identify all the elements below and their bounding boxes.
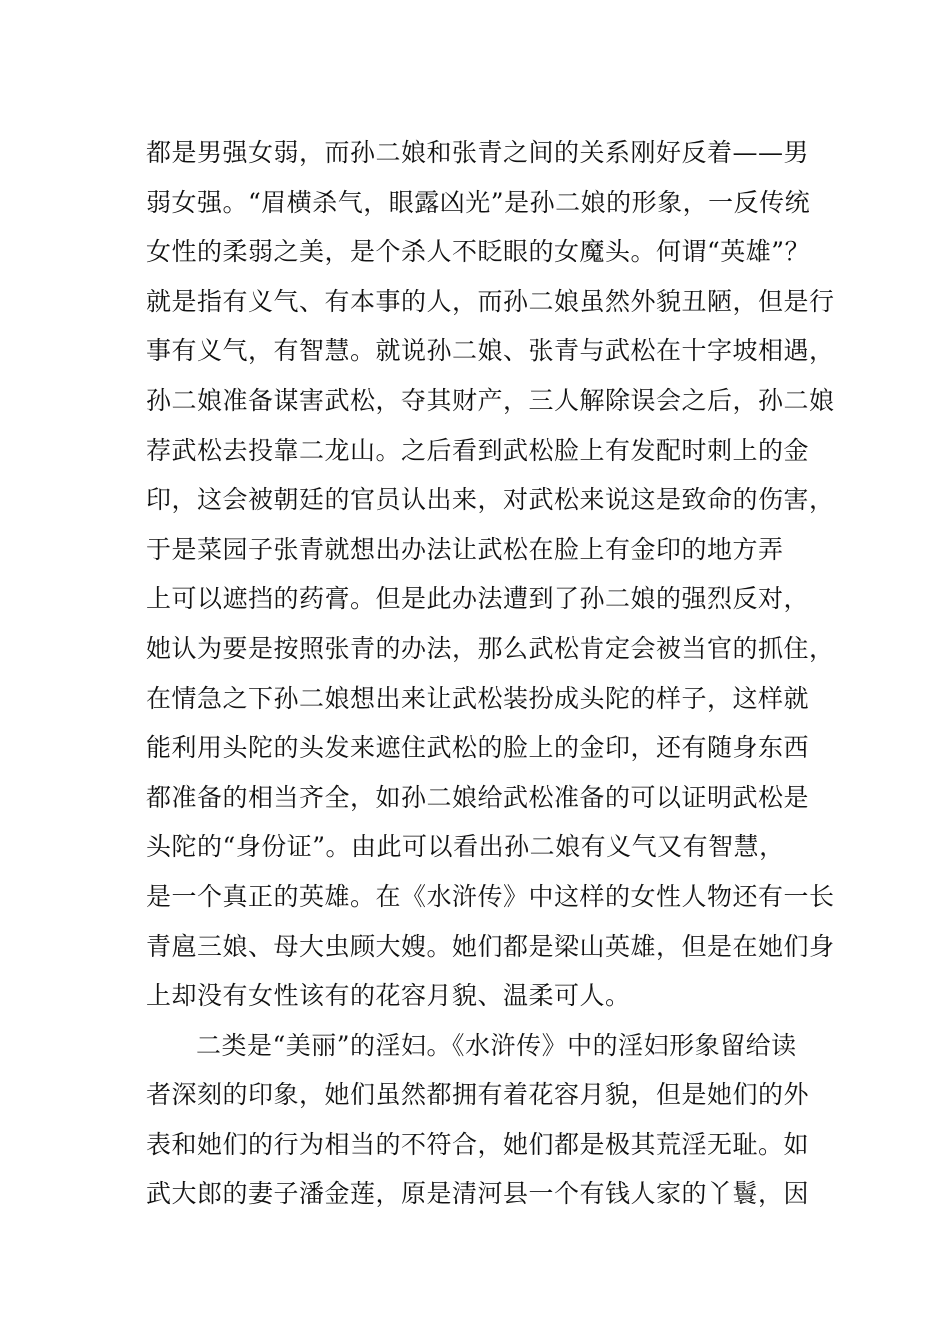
text-line: 于是菜园子张青就想出办法让武松在脸上有金印的地方弄 [146, 534, 784, 564]
text-line: 都是男强女弱，而孙二娘和张青之间的关系刚好反着——男 [146, 138, 810, 167]
text-line: 印，这会被朝廷的官员认出来，对武松来说这是致命的伤害， [146, 485, 835, 515]
text-line: 弱女强。“眉横杀气，眼露凶光”是孙二娘的形象，一反传统 [146, 187, 811, 217]
text-line: 她认为要是按照张青的办法，那么武松肯定会被当官的抓住， [146, 633, 835, 663]
text-line: 孙二娘准备谋害武松，夺其财产，三人解除误会之后，孙二娘 [146, 385, 835, 415]
text-line: 上却没有女性该有的花容月貌、温柔可人。 [146, 981, 631, 1011]
text-line: 就是指有义气、有本事的人，而孙二娘虽然外貌丑陋，但是行 [146, 286, 835, 316]
text-line: 荐武松去投靠二龙山。之后看到武松脸上有发配时刺上的金 [146, 435, 810, 465]
text-line: 上可以遮挡的药膏。但是此办法遭到了孙二娘的强烈反对， [146, 584, 810, 614]
text-line: 表和她们的行为相当的不符合，她们都是极其荒淫无耻。如 [146, 1129, 810, 1159]
text-line: 都准备的相当齐全，如孙二娘给武松准备的可以证明武松是 [146, 782, 810, 812]
text-line: 头陀的“身份证”。由此可以看出孙二娘有义气又有智慧， [146, 832, 785, 862]
text-line: 在情急之下孙二娘想出来让武松装扮成头陀的样子，这样就 [146, 683, 810, 713]
text-line: 武大郎的妻子潘金莲，原是清河县一个有钱人家的丫鬟，因 [146, 1179, 810, 1209]
text-line: 能利用头陀的头发来遮住武松的脸上的金印，还有随身东西 [146, 733, 810, 763]
text-line: 者深刻的印象，她们虽然都拥有着花容月貌，但是她们的外 [146, 1080, 810, 1110]
text-line: 女性的柔弱之美，是个杀人不眨眼的女魔头。何谓“英雄”？ [146, 237, 811, 267]
text-line: 事有义气，有智慧。就说孙二娘、张青与武松在十字坡相遇， [146, 336, 835, 366]
text-line: 是一个真正的英雄。在《水浒传》中这样的女性人物还有一长 [146, 881, 835, 911]
text-line: 青扈三娘、母大虫顾大嫂。她们都是梁山英雄，但是在她们身 [146, 931, 835, 961]
body-text [146, 128, 836, 1219]
paragraph-start-line: 二类是“美丽”的淫妇。《水浒传》中的淫妇形象留给读 [196, 1030, 797, 1060]
